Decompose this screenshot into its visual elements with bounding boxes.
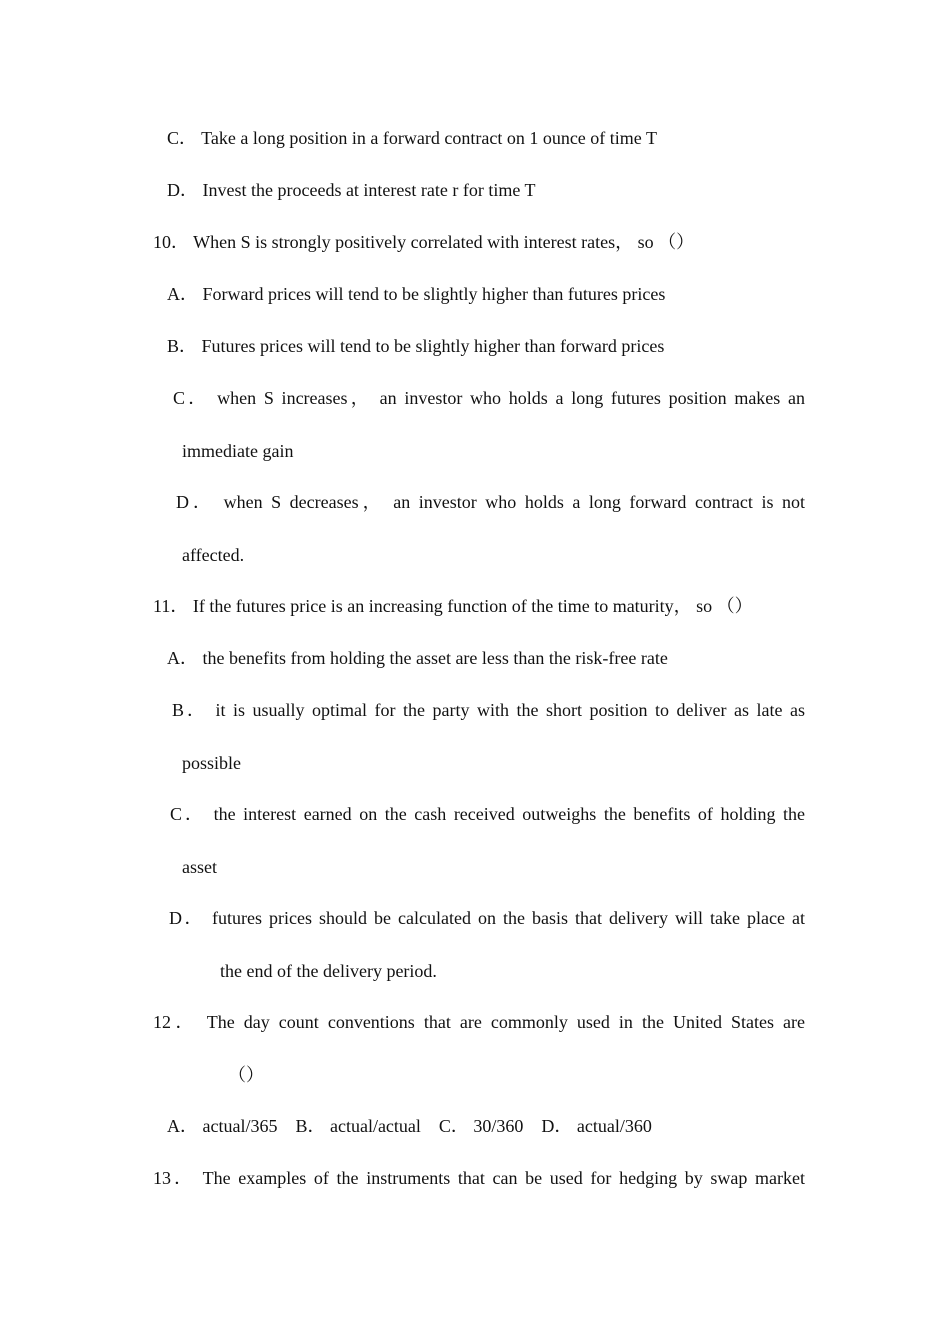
q10-option-c: C． when S increases， an investor who holds a long futures position makes an bbox=[173, 388, 805, 408]
question-11: 11． If the futures price is an increasing function of the time to maturity， so （） bbox=[153, 596, 753, 616]
question-10: 10． When S is strongly positively correlated with interest rates， so （） bbox=[153, 232, 695, 252]
question-12: 12． The day count conventions that are commonly used in the United States are bbox=[153, 1012, 805, 1032]
q11-option-b: B． it is usually optimal for the party with the short position to deliver as late as bbox=[172, 700, 805, 720]
q10-option-b: B． Futures prices will tend to be slightly higher than forward prices bbox=[167, 336, 665, 356]
question-13: 13． The examples of the instruments that can be used for hedging by swap market bbox=[153, 1168, 805, 1188]
q12-options: A． actual/365 B． actual/actual C． 30/360 D． actual/360 bbox=[167, 1116, 652, 1136]
q10-option-d: D． when S decreases， an investor who holds a long forward contract is not bbox=[176, 492, 805, 512]
q9-option-c: C． Take a long position in a forward contract on 1 ounce of time T bbox=[167, 128, 657, 148]
q10-option-c-cont: immediate gain bbox=[182, 441, 294, 461]
q11-option-a: A． the benefits from holding the asset are less than the risk-free rate bbox=[167, 648, 668, 668]
q10-option-d-cont: affected. bbox=[182, 545, 245, 565]
q10-option-a: A． Forward prices will tend to be slightly higher than futures prices bbox=[167, 284, 666, 304]
q11-option-d: D． futures prices should be calculated on the basis that delivery will take place at bbox=[169, 908, 805, 928]
q11-option-c-cont: asset bbox=[182, 857, 217, 877]
q11-option-b-cont: possible bbox=[182, 753, 242, 773]
q11-option-c: C． the interest earned on the cash received outweighs the benefits of holding the bbox=[170, 804, 805, 824]
question-12-blank: （） bbox=[228, 1065, 264, 1085]
q11-option-d-cont: the end of the delivery period. bbox=[220, 961, 437, 981]
q9-option-d: D． Invest the proceeds at interest rate r for time T bbox=[167, 180, 536, 200]
